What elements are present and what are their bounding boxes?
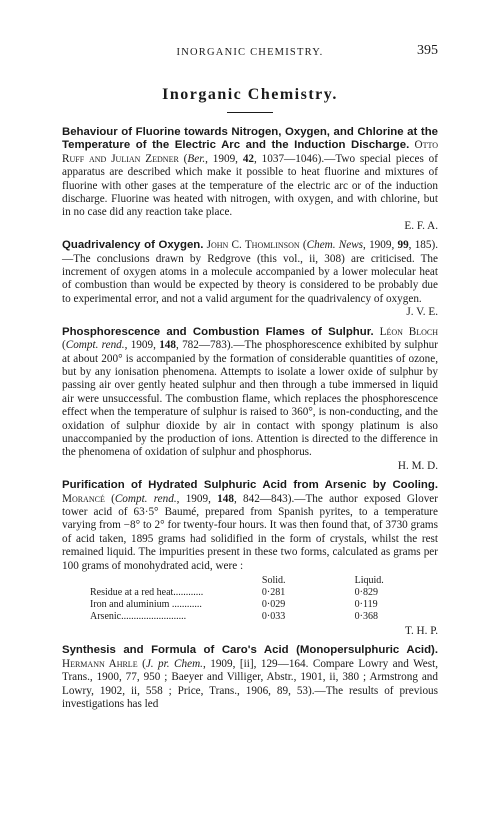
table-header-row xyxy=(90,575,438,587)
article-signature: T. H. P. xyxy=(404,625,438,637)
solid-value: 0·033 xyxy=(261,611,286,622)
article-body: The phosphorescence exhibited by sulphur at about 200° is accompanied by the formation of considerable quantities of ozone, but by any ionisation phenomena. Attempts to isolate a lower oxide of sulphur by passing air over gently heated sulphur and then through a tube immersed in liquid air were unsuccessful. The combustion flame, which replaces the phosphorescence effect when the temperature of sulphur is raised to 360°, is non-conducting, and the oxidation of sulphur dioxide by air in contact with spongy platinum is also unaccompanied by the production of ions. Attention is directed to the difference in the phenomena of oxidation of sulphur and phosphorus. xyxy=(62,339,438,459)
ref-punct: ( xyxy=(137,657,146,670)
journal: Compt. rend. xyxy=(114,492,177,505)
solid-value: 0·281 xyxy=(261,587,286,598)
volume: 148 xyxy=(217,492,234,505)
article-signature: J. V. E. xyxy=(406,306,438,319)
liquid-value: 0·829 xyxy=(354,587,378,598)
article-title: Behaviour of Fluorine towards Nitrogen, Oxygen, and Chlorine at the Temperature of the Electric Arc and the Induction Discharge. xyxy=(62,126,438,152)
article-title: Purification of Hydrated Sulphuric Acid from Arsenic by Cooling. xyxy=(62,479,438,492)
ref-punct: , 1909, xyxy=(205,152,243,165)
article-title: Quadrivalency of Oxygen. xyxy=(62,239,204,252)
journal: Compt. rend. xyxy=(65,339,125,352)
ref-punct: , 1909, xyxy=(202,657,240,670)
row-label: Residue at a red heat............ xyxy=(90,587,204,598)
article-paragraph xyxy=(62,326,438,460)
article-authors: John C. Thomlinson xyxy=(206,239,300,252)
article-fluorine xyxy=(62,126,438,233)
ref-punct: , 842—843).— xyxy=(233,492,306,505)
article-authors: Léon Bloch xyxy=(379,325,439,338)
article-paragraph xyxy=(62,479,438,573)
ref-punct: , 129—164. xyxy=(253,657,309,670)
ref-punct: ( xyxy=(178,152,188,165)
article-paragraph xyxy=(62,126,438,220)
volume: 42 xyxy=(242,152,255,165)
row-label: Iron and aluminium ............ xyxy=(90,599,202,610)
section-title: Inorganic Chemistry. xyxy=(162,86,338,103)
ref-punct: , 1037—1046).— xyxy=(254,152,336,165)
liquid-value: 0·368 xyxy=(354,611,378,622)
article-authors: Otto Ruff and Julian Zedner xyxy=(62,139,439,165)
article-body: Compare Lowry and West, Trans., 1900, 77, 950 ; Baeyer and Villiger, Abstr., 1901, ii, 380 ; Armstrong and Lowry, 1902, ii, 558 ; Price, Trans., 1906, 89, 53).—The results of previous investigations has led xyxy=(62,657,438,711)
table-corner xyxy=(90,575,252,587)
ref-punct: ( xyxy=(62,339,66,352)
page-number: 395 xyxy=(417,43,438,58)
article-signature: E. F. A. xyxy=(404,219,438,232)
article-oxygen xyxy=(62,239,438,319)
ref-punct: , 782—783).— xyxy=(175,339,245,352)
ref-punct: ( xyxy=(299,239,307,252)
article-title: Synthesis and Formula of Caro's Acid (Monopersulphuric Acid). xyxy=(62,644,438,657)
volume: 99 xyxy=(397,239,409,252)
column-header-solid: Solid. xyxy=(261,575,286,586)
ref-punct: , 1909, xyxy=(176,492,218,505)
solid-value: 0·029 xyxy=(261,599,286,610)
page-header xyxy=(62,43,438,63)
article-list xyxy=(62,126,438,717)
journal: Chem. News xyxy=(306,239,364,252)
article-paragraph xyxy=(62,644,438,711)
article-sulphur xyxy=(62,326,438,473)
article-title: Phosphorescence and Combustion Flames of Sulphur. xyxy=(62,325,374,338)
article-signature: H. M. D. xyxy=(397,459,438,472)
table-row xyxy=(90,599,438,611)
article-sulphuric-acid xyxy=(62,479,438,638)
article-paragraph xyxy=(62,239,438,306)
journal: Ber. xyxy=(187,152,206,165)
row-label: Arsenic.......................... xyxy=(90,611,187,622)
article-body: The author exposed Glover tower acid of 63·5° Baumé, prepared from Spanish pyrites, to a temperature varying from −8° to 2° for twenty-four hours. It was then found that, of 3730 grams of acid taken, 1895 grams had solidified in the form of crystals, whilst the rest remained liquid. The impurities present in these two forms, calculated as grams per 100 grams of monohydrated acid, were : xyxy=(62,492,438,572)
column-header-liquid: Liquid. xyxy=(354,575,384,586)
article-authors: Hermann Ahrle xyxy=(62,657,138,670)
ref-punct: , 1909, xyxy=(363,239,398,252)
liquid-value: 0·119 xyxy=(354,599,378,610)
article-caros-acid xyxy=(62,644,438,711)
article-authors: Morancé xyxy=(62,492,105,505)
ref-punct: ( xyxy=(104,492,115,505)
table-row xyxy=(90,587,438,599)
running-head: INORGANIC CHEMISTRY. xyxy=(176,47,324,58)
article-body: The conclusions drawn by Redgrove (this vol., ii, 308) are criticised. The increment of oxygen atoms in a molecule accompanied by a lower molecular heat of combustion than would be expected by theory is considered to be probably due to experimental error, and not a valid argument for the quadrivalency of oxygen. xyxy=(62,252,438,305)
ref-punct: , 185).— xyxy=(62,239,438,265)
title-rule xyxy=(227,112,273,113)
journal: J. pr. Chem. xyxy=(145,657,203,670)
volume: [ii] xyxy=(239,657,254,670)
ref-punct: , 1909, xyxy=(124,339,160,352)
volume: 148 xyxy=(159,339,176,352)
article-body: Two special pieces of apparatus are described which make it possible to heat fluorine and mixtures of fluorine with other gases at the temperature of the electric arc or of the induction discharge. Fluorine was heated with nitrogen, with oxygen, and with chlorine, but in no case did any reaction take place. xyxy=(62,152,438,219)
impurities-table xyxy=(90,575,438,623)
table-row xyxy=(90,611,438,623)
